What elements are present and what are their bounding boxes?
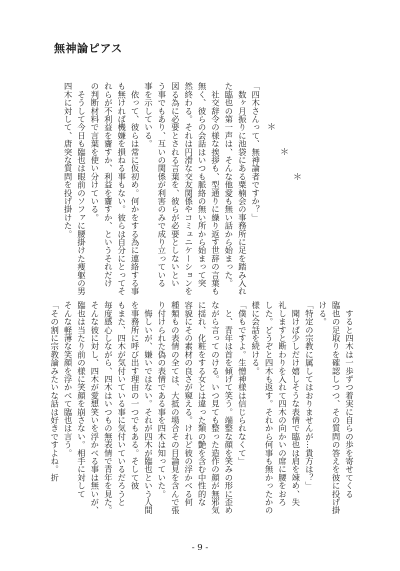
text-column: ながら言ってのける。いつ見ても整った造作の顔が無邪気: [211, 301, 221, 515]
text-column: 依って、彼らは常に仮初め。何かをする為に連絡する事: [130, 82, 141, 296]
text-column: ける。: [318, 301, 329, 326]
text-column: 数ヶ月振りに池袋にある粟楠会の事務所に足を踏み入れ: [237, 82, 248, 296]
text-column: 然終わる。それは円滑な交友関係やコミュニケーションを: [184, 82, 195, 296]
text-column: 事を示している。: [144, 82, 154, 148]
text-column: れらが不利益を齎すか、利益を齎すか、というそれだけ: [103, 82, 114, 287]
text-column: 臨也は当たり前の様に笑顔を崩さない。相手に対して: [77, 301, 87, 498]
text-column: 「僕もですよ。生憎神様は信じられなくて」: [237, 301, 248, 465]
text-column: そんな軽薄な笑顔を浮かべて臨也は言う。: [63, 301, 74, 457]
text-column: に揺れ、化粧をする女とは違った類の艶を含む中性的な: [197, 301, 208, 506]
text-column: り付けられた偽の表情である事を四木は知っていた。: [157, 301, 168, 498]
running-header-title: 無神論ピアス: [54, 42, 123, 55]
text-column: すると四木は一歩ずつ着実に自らの歩を寄せてくる: [345, 301, 355, 498]
text-column: 社交辞令の様な挨拶も、型通りに繰り返す世辞の言葉も: [211, 82, 221, 296]
lower-text-tier: [44, 301, 360, 523]
text-column: そんな彼に対し、四木が愛想笑いを浮かべる事は無いが、: [90, 301, 101, 515]
text-column: 図る為に必要とされる言葉を、彼らが必要としないとい: [170, 82, 181, 287]
text-column: 四木に対して、唐突な質問を投げ掛けた。: [63, 82, 74, 238]
text-column: 種類もの表情の全ては、大抵の場合その目論見を含んで張: [170, 301, 181, 515]
text-column: 「特定の宗教に属してはおりませんが…貴方は？」: [304, 301, 315, 490]
section-break-asterisk: ＊: [280, 148, 290, 158]
text-column: 容貌にその素材の良さが窺える。けれど彼の浮かべる何: [184, 301, 195, 506]
text-column: う事でもあり、互いの関係が利害のみで成り立っている: [157, 82, 168, 287]
page-number: - 9 -: [191, 543, 209, 553]
upper-text-tier: [44, 82, 360, 302]
text-column: 「その割に宗教論みたいな話は好きですよね。折: [50, 301, 61, 482]
text-column: そうして今日も臨也は眼前のソファに腰掛けた痩躯の男: [77, 82, 87, 296]
text-column: 毎度感心しながら、四木はいつもの無表情で青年を見た。: [103, 301, 114, 515]
text-column: た臨也の第一声は、そんな他愛も無い話から始まった。: [224, 82, 235, 287]
text-column: 無く、彼らの会話はいつも脈絡の無い所から始まって突: [197, 82, 208, 287]
section-break-asterisk: ＊: [267, 123, 277, 133]
text-column: 悔しいが、嫌いではない。それが四木が臨也という人間: [144, 301, 154, 515]
text-column: した。どうぞと四木も返す。それから何事も無かったかの: [264, 301, 275, 515]
text-column: 礼しますと断わりを入れて四木の向かいの席に腰をおろ: [278, 301, 288, 506]
text-column: 聞けば少しだけ嬉しそうな表情で臨也は肩を竦め、失: [291, 301, 302, 506]
text-column: もまた、四木が気付いている事に気付いているだろうと: [117, 301, 128, 506]
text-column: 「四木さんって、無神論者ですか？」: [251, 82, 262, 222]
section-break-asterisk: ＊: [293, 173, 303, 183]
text-column: も無ければ機嫌を損ねる事もない。彼らは自分にとってそ: [117, 82, 128, 296]
text-column: 様に会話を続ける。: [251, 301, 262, 375]
text-column: を事務所に呼び出す理由の一つでもある。そして彼: [130, 301, 141, 490]
text-column: 臨也の足取りを確認しつつ、その質問の答えを彼に投げ掛: [331, 301, 342, 515]
text-column: と、青年は首を傾げて笑う。端整な顔を笑みの形に歪め: [224, 301, 235, 515]
text-column: の判断材料で言葉を使い分けている。: [90, 82, 101, 222]
